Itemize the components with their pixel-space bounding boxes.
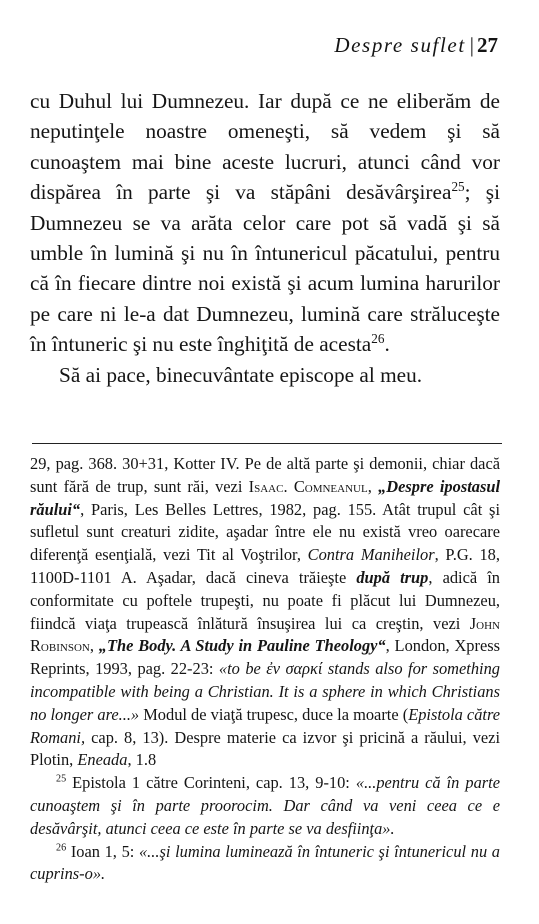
footnote-text: , (89, 636, 99, 656)
header-separator: | (469, 33, 474, 57)
footnote-continued (30, 453, 500, 772)
author-name: Isaac. Comneanul (248, 476, 368, 496)
footnote-text: 29, pag. 368. 30+31, Kotter IV. Pe de altă parte şi demonii, chiar dacă sunt fără de trup, sunt răi, vezi (30, 454, 500, 496)
closing-line: Să ai pace, binecuvântate episcope al meu. (59, 362, 423, 387)
footnote-25 (30, 772, 500, 840)
footnote-text: , P.G. 18, 1100D-1101 A. Aşadar, dacă cineva trăieşte (30, 545, 500, 587)
footnote-ref-26: 26 (371, 331, 385, 347)
main-paragraph (30, 86, 500, 360)
footnotes (30, 453, 500, 886)
main-text-segment: ; şi Dumnezeu se va arăta celor care pot să vadă şi să umble în lumină şi nu în întunericul păcatului, pentru că în fiecare dintre noi există şi acum lumina harurilor pe care ni le-a dat Dumnezeu, lumină care străluceşte în întuneric şi nu este înghiţită de acesta (30, 180, 500, 357)
footnote-text: , 1.8 (127, 750, 157, 770)
main-text-segment: . (384, 332, 390, 357)
footnote-number: 25 (56, 773, 67, 785)
quotation: «...pentru că în parte cunoaştem şi în parte proorocim. Dar când va veni ceea ce e desăvârşit, atunci ceea ce este în parte se va desfiinţa». (30, 773, 500, 838)
main-text-segment: cu Duhul lui Dumnezeu. Iar după ce ne eliberăm de neputinţele noastre omeneşti, să vedem şi să cunoaştem mai bine aceste lucruri, atunci când vor dispărea în parte şi va stăpâni desăvârşirea (30, 89, 500, 205)
footnote-text: Modul de viaţă trupesc, duce la moarte ( (139, 704, 409, 724)
footnote-separator (32, 443, 502, 444)
quotation: «to be ἐν σαρκί stands also for something incompatible with being a Christian. It is a sphere in which Christians no longer are...» (30, 659, 500, 724)
footnote-text: , (367, 476, 379, 496)
page-number: 27 (477, 33, 498, 57)
footnote-text: Epistola 1 către Corinteni, cap. 13, 9-10: (66, 773, 356, 793)
footnote-text: , adică în conformitate cu poftele trupeşti, nu poate fi plăcut lui Dumnezeu, fiindcă viaţa trupească înlătură însuşirea lui ca creştin, vezi (30, 567, 500, 633)
footnote-ref-25: 25 (451, 179, 465, 195)
footnote-text: , London, Xpress Reprints, 1993, pag. 22-23: (30, 636, 500, 679)
footnote-number: 26 (56, 842, 67, 854)
footnote-text: , Paris, Les Belles Lettres, 1982, pag. 155. Atât trupul cât şi sufletul sunt creaturi zidite, aşadar între ele nu există vreo oarecare diferenţă esenţială, vezi Tit al Voştrilor, (30, 499, 500, 565)
quotation: «...şi lumina luminează în întuneric şi întunericul nu a cuprins-o». (30, 841, 500, 884)
footnote-text: cap. 8, 13). Despre materie ca izvor şi pricină a răului, vezi Plotin, (30, 727, 500, 770)
work-title: Contra Maniheilor (307, 545, 435, 565)
author-name: John Robinson (30, 613, 500, 656)
emphasis: după trup (356, 567, 429, 587)
footnote-text: Ioan 1, 5: (66, 841, 139, 861)
book-title: „Despre ipostasul răului“ (30, 476, 501, 519)
footnote-26 (30, 841, 500, 887)
work-title: Eneada (77, 750, 128, 770)
header-title: Despre suflet (334, 33, 466, 57)
book-title: „The Body. A Study in Pauline Theology“ (98, 636, 386, 656)
running-header (334, 32, 498, 58)
work-title: Epistola către Romani, (30, 704, 501, 747)
main-text (30, 86, 500, 390)
